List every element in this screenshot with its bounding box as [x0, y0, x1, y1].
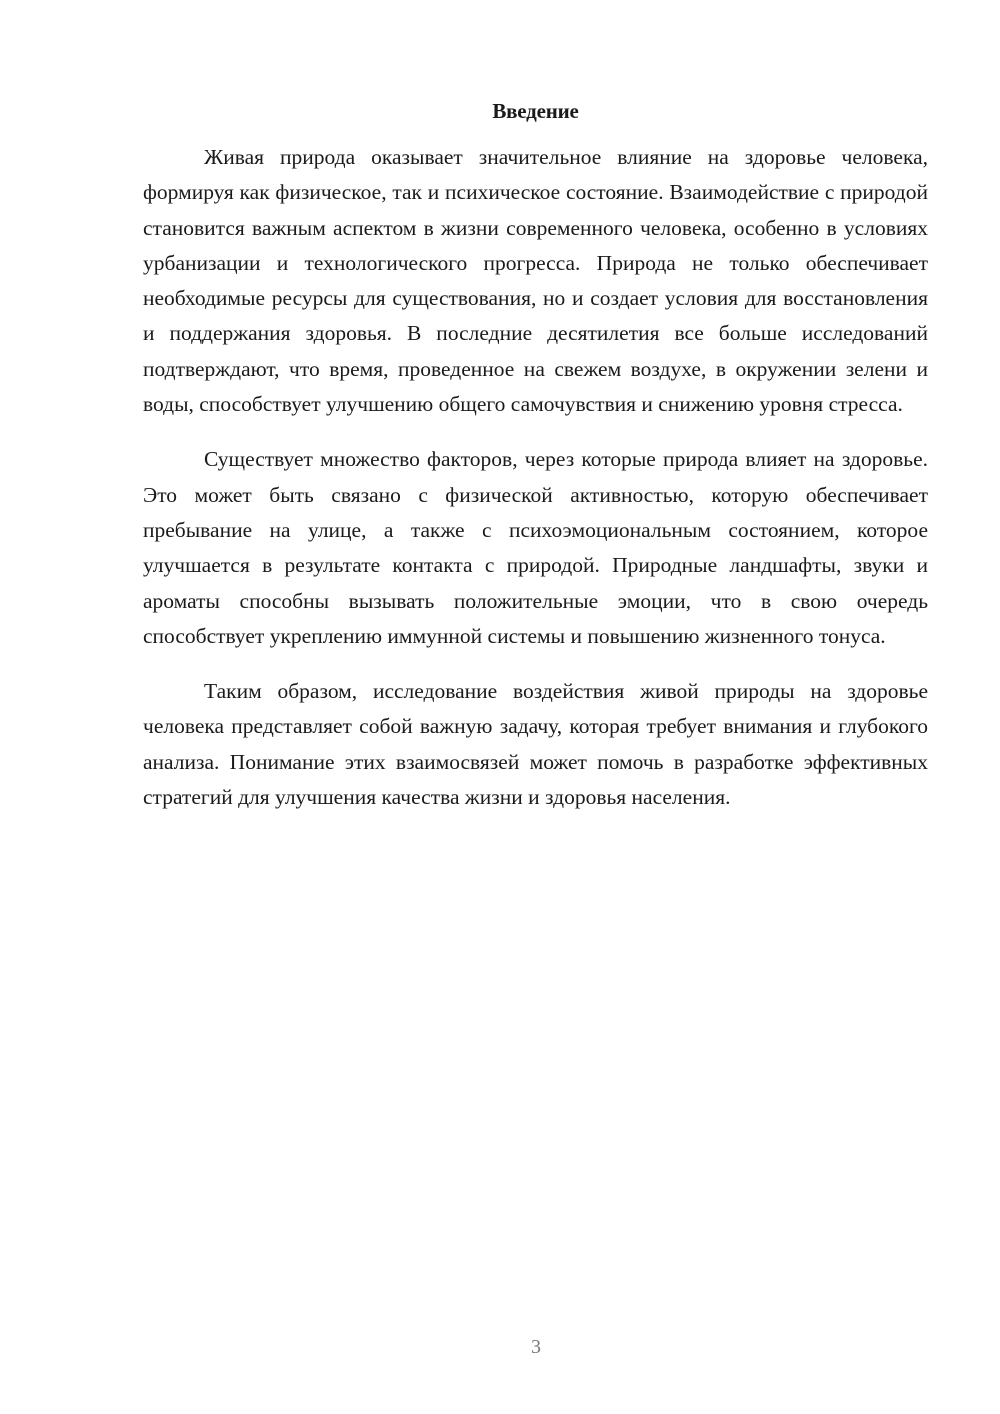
section-heading: Введение	[492, 99, 579, 123]
paragraph-2: Существует множество факторов, через которые природа влияет на здоровье. Это может быть связано с физической активностью, которую обеспечивает пребывание на улице, а также с психоэмоциональным состоянием, которое улучшается в результате контакта с природой. Природные ландшафты, звуки и ароматы способны вызывать положительные эмоции, что в свою очередь способствует укреплению иммунной системы и повышению жизненного тонуса.	[143, 447, 928, 648]
paragraph-3: Таким образом, исследование воздействия живой природы на здоровье человека представляет собой важную задачу, которая требует внимания и глубокого анализа. Понимание этих взаимосвязей может помочь в разработке эффективных стратегий для улучшения качества жизни и здоровья населения.	[143, 679, 928, 810]
paragraph-1: Живая природа оказывает значительное влияние на здоровье человека, формируя как физическое, так и психическое состояние. Взаимодействие с природой становится важным аспектом в жизни современного человека, особенно в условиях урбанизации и технологического прогресса. Природа не только обеспечивает необходимые ресурсы для существования, но и создает условия для восстановления и поддержания здоровья. В последние десятилетия все больше исследований подтверждают, что время, проведенное на свежем воздухе, в окружении зелени и воды, способствует улучшению общего самочувствия и снижению уровня стресса.	[143, 145, 928, 417]
page-number: 3	[531, 1336, 541, 1358]
page-content	[143, 96, 928, 835]
